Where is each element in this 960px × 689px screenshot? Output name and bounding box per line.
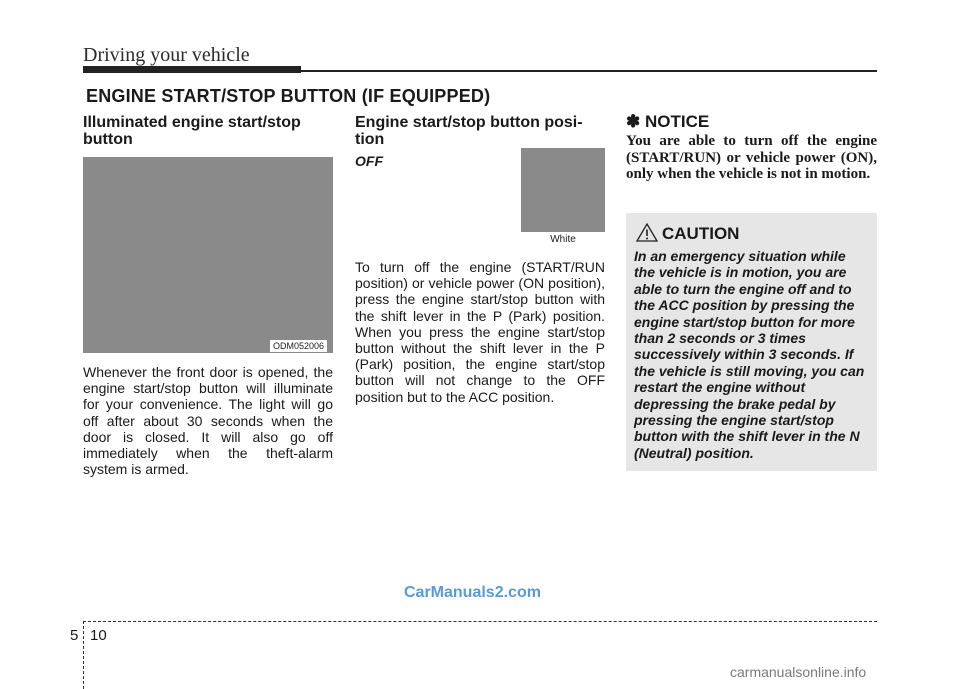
illuminated-button-image [83, 157, 333, 353]
footer-divider [83, 621, 84, 689]
header-bar [83, 66, 301, 73]
off-label: OFF [355, 153, 383, 169]
col2-heading-line1: Engine start/stop button posi- [355, 114, 583, 131]
warning-triangle-icon [636, 223, 658, 247]
chapter-number: 5 [70, 627, 79, 644]
col2-heading [355, 114, 607, 148]
watermark-bottom: carmanualsonline.info [730, 664, 867, 680]
col2-heading-line2: tion [355, 131, 385, 148]
caution-title: CAUTION [662, 224, 740, 243]
col1-heading-line2: button [83, 131, 133, 148]
col1-heading [83, 114, 333, 148]
caution-text: In an emergency situation while the vehicle is in motion, you are able to turn the engine off and to the ACC position by pressing the engine start/stop button for more than 2 seconds or 3 times successively within 3 seconds. If the vehicle is still moving, you can restart the engine without depressing the brake pedal by pressing the engine start/stop button with the shift lever in the N (Neutral) position. [634, 248, 865, 461]
image-code: ODM052006 [270, 340, 327, 352]
notice-title: ✽ NOTICE [626, 112, 710, 131]
watermark-link[interactable]: CarManuals2.com [404, 584, 541, 601]
page-header-title: Driving your vehicle [83, 44, 250, 66]
notice-text: You are able to turn off the engine (START/RUN) or vehicle power (ON), only when the vehicle is not in motion. [626, 133, 877, 182]
page-number: 10 [90, 627, 107, 644]
section-title: ENGINE START/STOP BUTTON (IF EQUIPPED) [86, 86, 491, 106]
col1-body: Whenever the front door is opened, the engine start/stop button will illuminate for your convenience. The light will go off after about 30 seconds when the door is closed. It will also go off immediately when the theft-alarm system is armed. [83, 364, 333, 478]
col1-heading-line1: Illuminated engine start/stop [83, 114, 301, 131]
white-label: White [521, 232, 605, 247]
footer-rule [83, 621, 877, 622]
col2-body: To turn off the engine (START/RUN position) or vehicle power (ON position), press the engine start/stop button with the shift lever in the P (Park) position. When you press the engine start/stop button without the shift lever in the P (Park) position, the engine start/stop button will not change to the OFF position but to the ACC position. [355, 259, 605, 405]
header-rule [301, 70, 877, 72]
caution-box [626, 213, 877, 471]
